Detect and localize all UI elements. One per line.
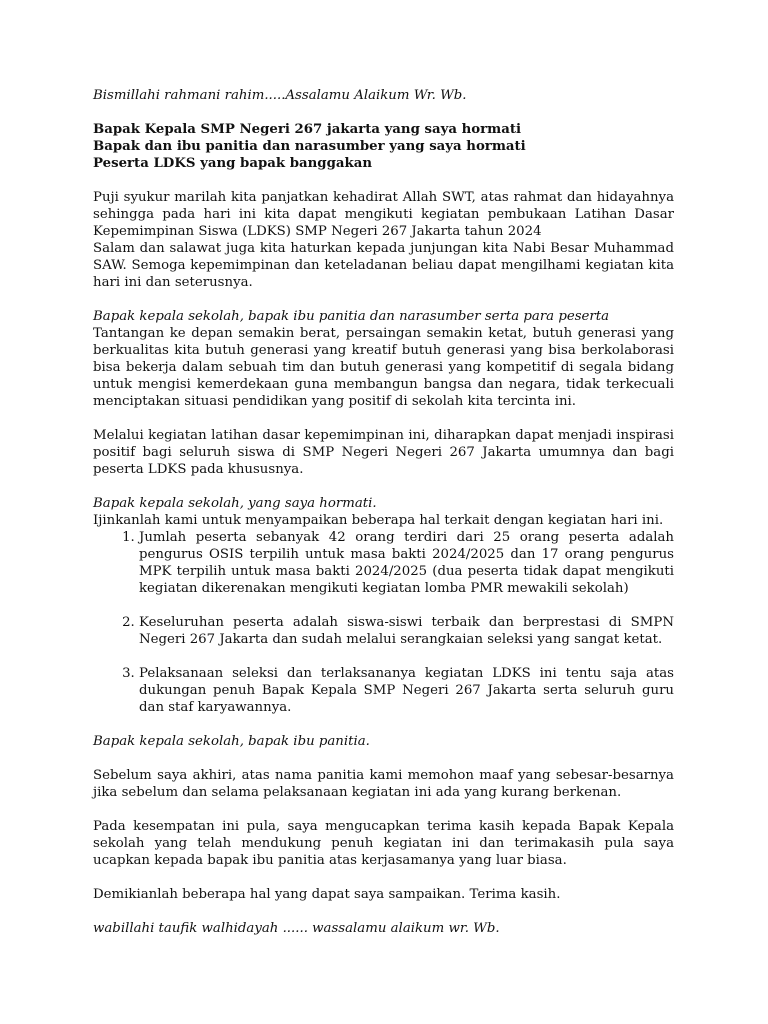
list-item: 2. Keseluruhan peserta adalah siswa-siswi terbaik dan berprestasi di SMPN Negeri 267 Jakarta dan sudah melalui serangkaian seleksi yang sangat ketat. [139, 614, 674, 648]
section-heading: Bapak kepala sekolah, bapak ibu panitia. [93, 734, 370, 749]
list-item: 3. Pelaksanaan seleksi dan terlaksananya kegiatan LDKS ini tentu saja atas dukungan penuh Bapak Kepala SMP Negeri 267 Jakarta serta seluruh guru dan staf karyawannya. [139, 665, 674, 716]
list-item: 1. Jumlah peserta sebanyak 42 orang terdiri dari 25 orang peserta adalah pengurus OSIS terpilih untuk masa bakti 2024/2025 dan 17 orang pengurus MPK terpilih untuk masa bakti 2024/2025 (dua peserta tidak dapat mengikuti kegiatan dikerenakan mengikuti kegiatan lomba PMR mewakili sekolah) [139, 529, 674, 597]
section-heading: Bapak kepala sekolah, bapak ibu panitia dan narasumber serta para peserta [93, 309, 610, 324]
body-paragraph: Sebelum saya akhiri, atas nama panitia kami memohon maaf yang sebesar-besarnya jika sebelum dan selama pelaksanaan kegiatan ini ada yang kurang berkenan. [93, 768, 674, 800]
section-heading: Bapak kepala sekolah, yang saya hormati. [93, 496, 377, 511]
body-paragraph: Tantangan ke depan semakin berat, persaingan semakin ketat, butuh generasi yang berkualitas kita butuh generasi yang kreatif butuh generasi yang bisa berkolaborasi bisa bekerja dalam sebuah tim dan butuh generasi yang kompetitif di segala bidang untuk mengisi kemerdekaan guna membangun bangsa dan negara, tidak terkecuali menciptakan situasi pendidikan yang positif di sekolah kita tercinta ini. [93, 326, 674, 409]
body-paragraph: Ijinkanlah kami untuk menyampaikan beberapa hal terkait dengan kegiatan hari ini. [93, 513, 664, 528]
closing-greeting: wabillahi taufik walhidayah ...... wassalamu alaikum wr. Wb. [93, 921, 500, 936]
numbered-list [93, 529, 674, 716]
addressee-line: Peserta LDKS yang bapak banggakan [93, 156, 373, 171]
addressee-line: Bapak dan ibu panitia dan narasumber yang saya hormati [93, 139, 526, 154]
intro-paragraph: Puji syukur marilah kita panjatkan kehadirat Allah SWT, atas rahmat dan hidayahnya sehingga pada hari ini kita dapat mengikuti kegiatan pembukaan Latihan Dasar Kepemimpinan Siswa (LDKS) SMP Negeri 267 Jakarta tahun 2024 [93, 190, 674, 239]
body-paragraph: Pada kesempatan ini pula, saya mengucapkan terima kasih kepada Bapak Kepala sekolah yang telah mendukung penuh kegiatan ini dan terimakasih pula saya ucapkan kepada bapak ibu panitia atas kerjasamanya yang luar biasa. [93, 819, 674, 868]
body-paragraph: Melalui kegiatan latihan dasar kepemimpinan ini, diharapkan dapat menjadi inspirasi positif bagi seluruh siswa di SMP Negeri Negeri 267 Jakarta umumnya dan bagi peserta LDKS pada khususnya. [93, 428, 674, 477]
addressee-line: Bapak Kepala SMP Negeri 267 jakarta yang saya hormati [93, 122, 522, 137]
opening-greeting: Bismillahi rahmani rahim.....Assalamu Alaikum Wr. Wb. [93, 88, 467, 103]
addressee-list [93, 121, 674, 172]
intro-paragraph: Salam dan salawat juga kita haturkan kepada junjungan kita Nabi Besar Muhammad SAW. Semoga kepemimpinan dan keteladanan beliau dapat mengilhami kegiatan kita hari ini dan seterusnya. [93, 241, 674, 290]
body-paragraph: Demikianlah beberapa hal yang dapat saya sampaikan. Terima kasih. [93, 887, 561, 902]
